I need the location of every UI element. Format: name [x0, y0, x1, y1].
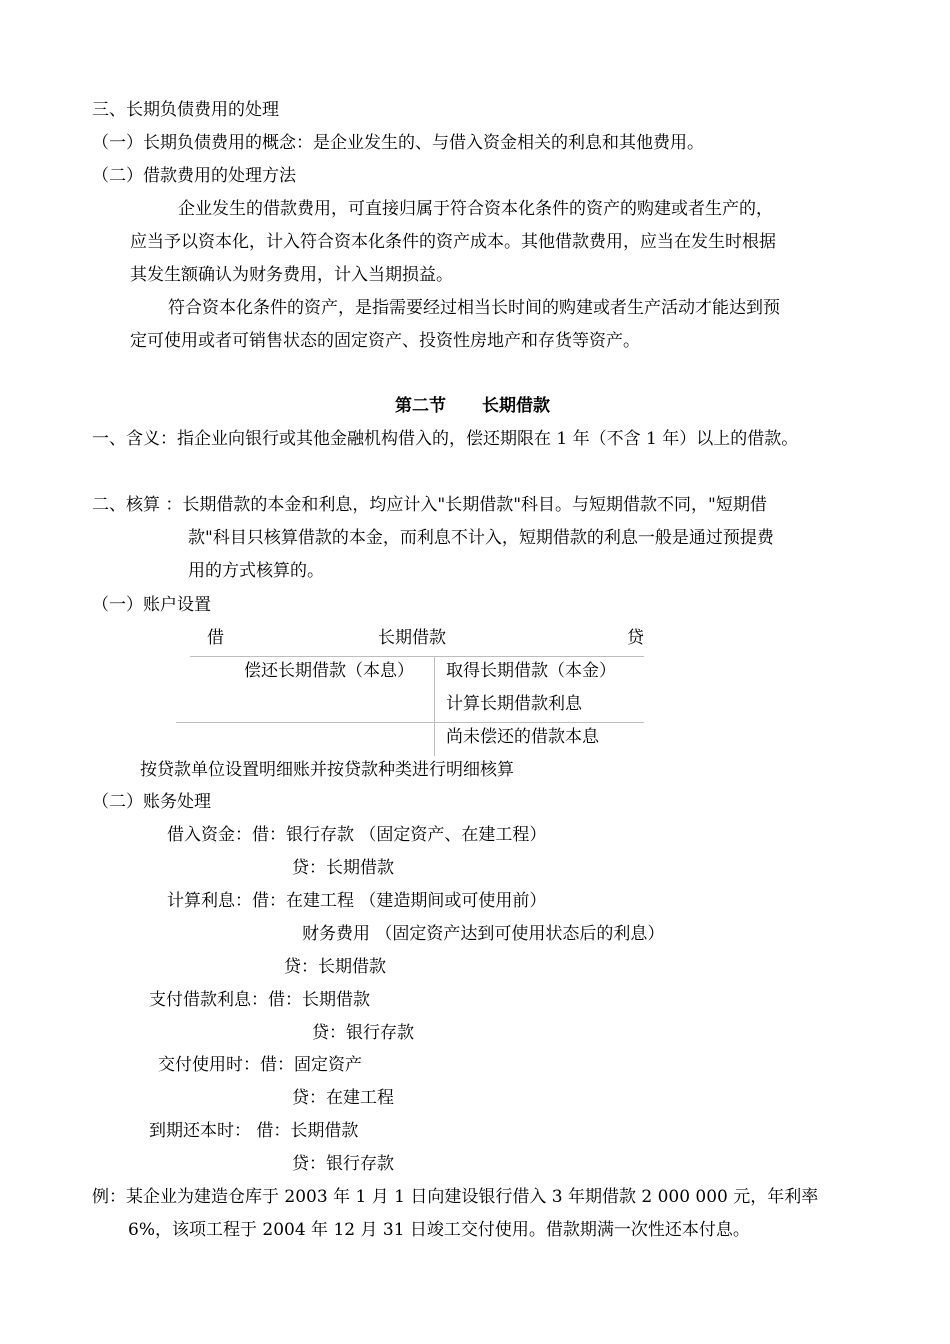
journal-entry: 贷：银行存款: [312, 1023, 414, 1043]
t-account-top-line: [190, 656, 644, 657]
section-heading: 三、长期负债费用的处理: [92, 100, 279, 120]
journal-entry: 到期还本时： 借：长期借款: [149, 1121, 359, 1141]
t-account-debit-entry: 偿还长期借款（本息）: [244, 661, 414, 681]
journal-entry: 借入资金：借：银行存款 （固定资产、在建工程）: [167, 825, 547, 845]
list-item: （二）借款费用的处理方法: [92, 166, 296, 186]
list-item: （一）长期负债费用的概念：是企业发生的、与借入资金相关的利息和其他费用。: [92, 133, 704, 153]
subheading: （一）账户设置: [92, 595, 211, 615]
journal-entry: 贷：长期借款: [284, 957, 386, 977]
subheading: （二）账务处理: [92, 792, 211, 812]
t-account-debit-label: 借: [207, 628, 224, 648]
journal-entry: 计算利息：借：在建工程 （建造期间或可使用前）: [167, 891, 547, 911]
journal-entry: 贷：在建工程: [292, 1088, 394, 1108]
t-account-balance-line: [176, 722, 644, 723]
t-account-credit-entry: 计算长期借款利息: [446, 694, 582, 714]
note-line: 按贷款单位设置明细账并按贷款种类进行明细核算: [140, 760, 514, 780]
t-account-center-line: [434, 656, 435, 756]
t-account-credit-entry: 取得长期借款（本金）: [446, 661, 616, 681]
journal-entry: 贷：银行存款: [292, 1154, 394, 1174]
journal-entry: 财务费用 （固定资产达到可使用状态后的利息）: [302, 924, 665, 944]
section-title-number: 第二节: [395, 396, 446, 416]
t-account-credit-label: 贷: [627, 628, 644, 648]
paragraph-line: 其发生额确认为财务费用，计入当期损益。: [130, 265, 453, 285]
example-line: 例：某企业为建造仓库于 2003 年 1 月 1 日向建设银行借入 3 年期借款 2 000 000 元，年利率: [92, 1187, 819, 1207]
journal-entry: 交付使用时：借：固定资产: [158, 1055, 362, 1075]
paragraph-line: 企业发生的借款费用，可直接归属于符合资本化条件的资产的购建或者生产的，: [178, 199, 773, 219]
journal-entry: 贷：长期借款: [292, 858, 394, 878]
paragraph-line: 符合资本化条件的资产，是指需要经过相当长时间的购建或者生产活动才能达到预: [168, 298, 780, 318]
t-account-balance: 尚未偿还的借款本息: [446, 727, 599, 747]
paragraph-line: 定可使用或者可销售状态的固定资产、投资性房地产和存货等资产。: [130, 331, 640, 351]
paragraph-line: 二、核算 ：长期借款的本金和利息，均应计入"长期借款"科目。与短期借款不同，"短期借: [92, 495, 767, 515]
paragraph-line: 用的方式核算的。: [188, 561, 324, 581]
section-title: 长期借款: [482, 396, 550, 416]
paragraph-line: 应当予以资本化，计入符合资本化条件的资产成本。其他借款费用，应当在发生时根据: [130, 232, 776, 252]
paragraph-line: 款"科目只核算借款的本金，而利息不计入，短期借款的利息一般是通过预提费: [188, 528, 774, 548]
definition-line: 一、含义：指企业向银行或其他金融机构借入的，偿还期限在 1 年（不含 1 年）以上的借款。: [92, 429, 799, 449]
t-account-title: 长期借款: [378, 628, 446, 648]
journal-entry: 支付借款利息：借：长期借款: [149, 990, 370, 1010]
example-line: 6%，该项工程于 2004 年 12 月 31 日竣工交付使用。借款期满一次性还本付息。: [128, 1220, 750, 1240]
